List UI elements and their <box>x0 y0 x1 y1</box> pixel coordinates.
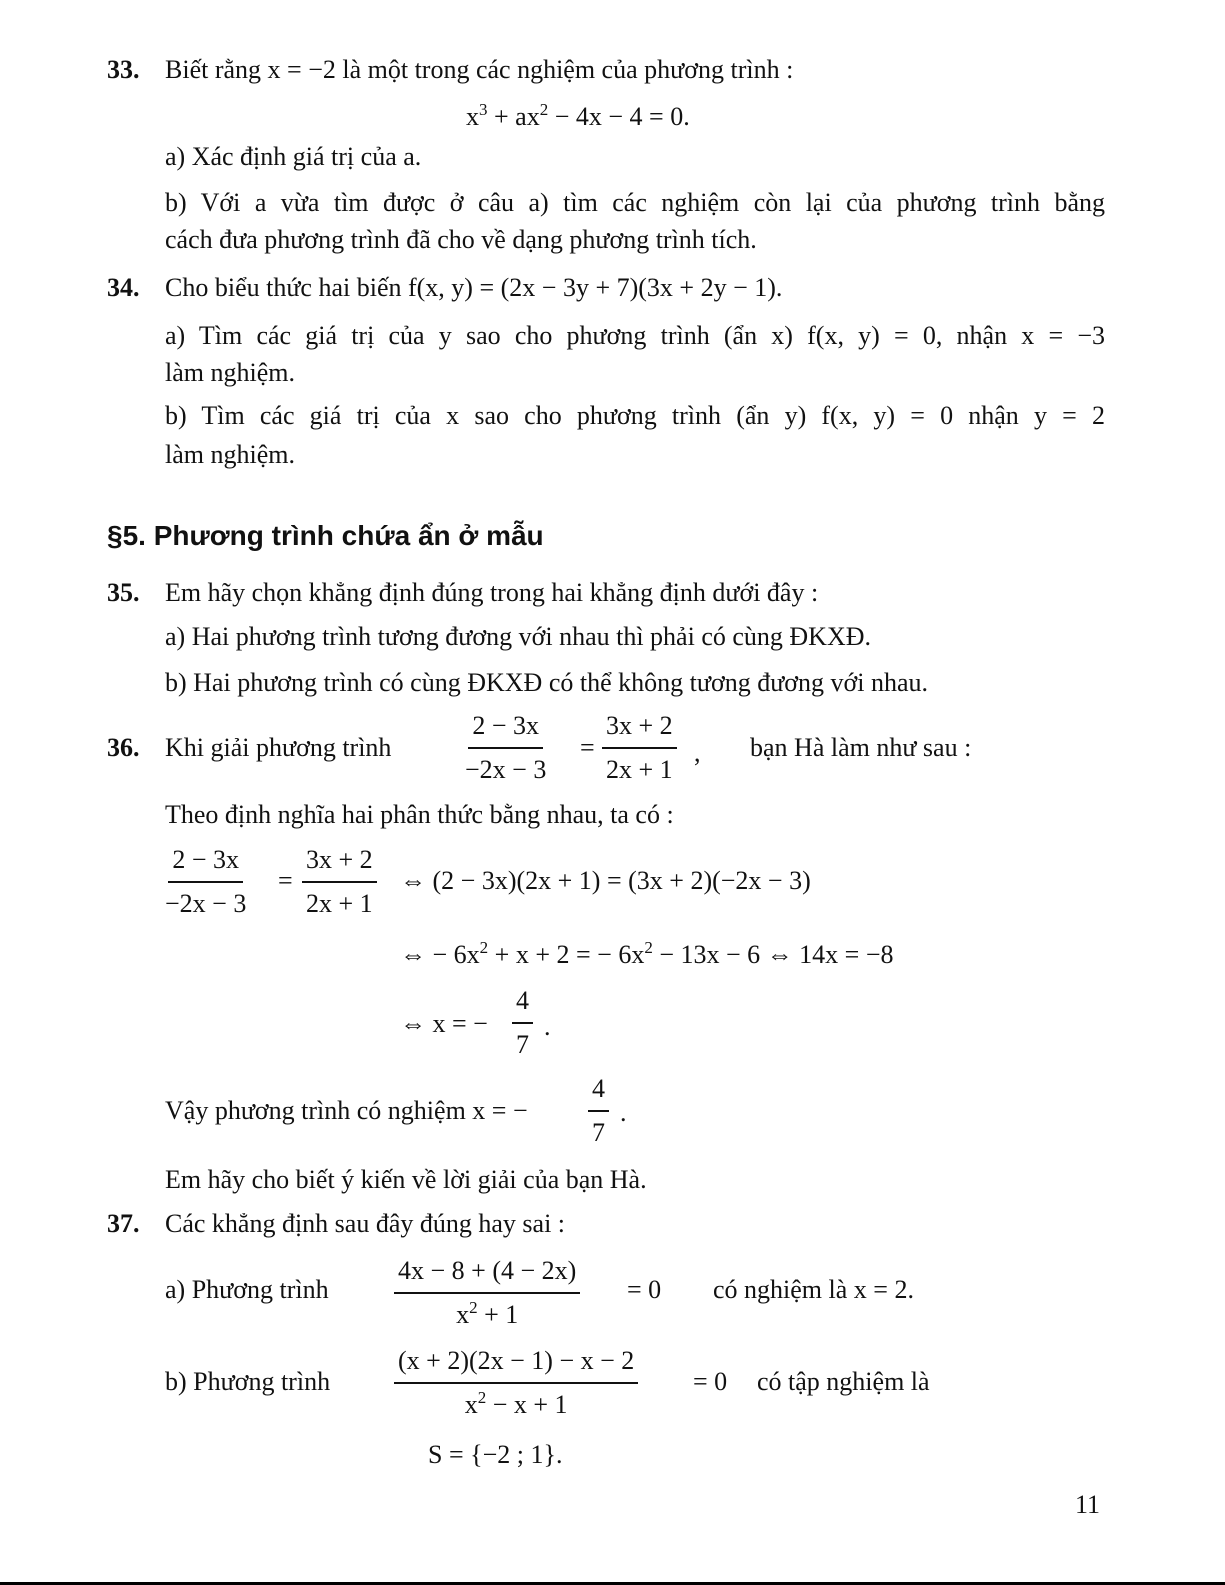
solution-set: S = {−2 ; 1}. <box>428 1440 563 1469</box>
problem-37-b-after: có tập nghiệm là <box>757 1367 930 1396</box>
step-2: ⇔ − $6x^2 + x + 2$ = − $6x^2 - 13x - 6$ ⇔ 14x = −8 <box>400 938 894 969</box>
equals-zero: = 0 <box>693 1367 728 1396</box>
problem-34-a-line2: làm nghiệm. <box>165 358 295 387</box>
problem-37-b-label: b) Phương trình <box>165 1367 331 1396</box>
fraction: $\frac{2 - 3x}{-2x - 3}$ <box>165 845 247 918</box>
equals-sign: = <box>580 733 595 762</box>
problem-33-intro: Biết rằng x = −2 là một trong các nghiệm của phương trình : <box>165 55 794 84</box>
problem-36-after: bạn Hà làm như sau : <box>750 733 972 762</box>
problem-36-question: Em hãy cho biết ý kiến về lời giải của bạn Hà. <box>165 1165 647 1194</box>
fraction: $\frac{(x + 2)(2x - 1) - x - 2}{x^2 - x + 1}$ <box>394 1346 638 1420</box>
problem-33-a: a) Xác định giá trị của a. <box>165 142 422 171</box>
problem-33-b-line2: cách đưa phương trình đã cho về dạng phương trình tích. <box>165 225 757 254</box>
fraction: $\frac{3x + 2}{2x + 1}$ <box>602 711 677 785</box>
problem-33-equation: $x^3 + ax^2 - 4x - 4 = 0$. <box>466 100 690 131</box>
problem-36-theo: Theo định nghĩa hai phân thức bằng nhau, ta có : <box>165 800 674 829</box>
problem-37-a-after: có nghiệm là x = 2. <box>713 1275 914 1304</box>
problem-33-number: 33. <box>107 55 140 84</box>
problem-35-intro: Em hãy chọn khẳng định đúng trong hai khẳng định dưới đây : <box>165 578 819 607</box>
problem-36-intro: Khi giải phương trình <box>165 733 392 762</box>
problem-34-a-line1: a) Tìm các giá trị của y sao cho phương trình (ẩn x) f(x, y) = 0, nhận x = −3 <box>165 321 1105 350</box>
problem-34-b-line1: b) Tìm các giá trị của x sao cho phương trình (ẩn y) f(x, y) = 0 nhận y = 2 <box>165 401 1105 430</box>
problem-35-b: b) Hai phương trình có cùng ĐKXĐ có thể không tương đương với nhau. <box>165 668 929 697</box>
problem-35-a: a) Hai phương trình tương đương với nhau thì phải có cùng ĐKXĐ. <box>165 622 871 651</box>
page-number: 11 <box>1075 1490 1101 1519</box>
problem-34-intro: Cho biểu thức hai biến f(x, y) = (2x − 3y + 7)(3x + 2y − 1). <box>165 273 783 302</box>
problem-33-b-line1: b) Với a vừa tìm được ở câu a) tìm các nghiệm còn lại của phương trình bằng <box>165 188 1105 217</box>
equals-zero: = 0 <box>627 1275 662 1304</box>
period: . <box>620 1098 627 1127</box>
problem-35-number: 35. <box>107 578 140 607</box>
step-3: ⇔ x = − <box>400 1009 488 1038</box>
step-1: ⇔ (2 − 3x)(2x + 1) = (3x + 2)(−2x − 3) <box>400 866 811 895</box>
fraction: $\frac{2 - 3x}{-2x - 3}$ <box>465 711 547 784</box>
problem-34-b-line2: làm nghiệm. <box>165 440 295 469</box>
fraction: $\frac{3x + 2}{2x + 1}$ <box>302 845 377 919</box>
fraction: $\frac{4x - 8 + (4 - 2x)}{x^2 + 1}$ <box>394 1256 580 1330</box>
section-heading: §5. Phương trình chứa ẩn ở mẫu <box>107 520 544 551</box>
period: . <box>544 1012 551 1041</box>
problem-37-intro: Các khẳng định sau đây đúng hay sai : <box>165 1209 566 1238</box>
fraction: $\frac{4}{7}$ <box>588 1074 609 1148</box>
problem-34-number: 34. <box>107 273 140 302</box>
comma: , <box>694 738 701 767</box>
problem-36-number: 36. <box>107 733 140 762</box>
fraction: $\frac{4}{7}$ <box>512 986 533 1060</box>
problem-37-number: 37. <box>107 1209 140 1238</box>
problem-36-conclusion: Vậy phương trình có nghiệm x = − <box>165 1096 528 1125</box>
problem-37-a-label: a) Phương trình <box>165 1275 329 1304</box>
equals-sign: = <box>278 866 293 895</box>
